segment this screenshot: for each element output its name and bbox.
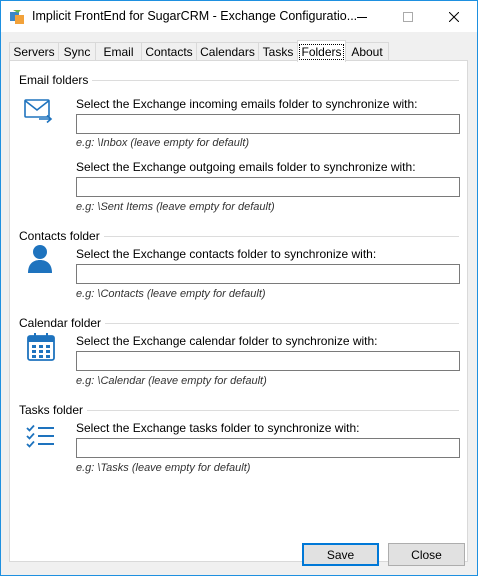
maximize-button[interactable]: [385, 1, 431, 32]
title-bar[interactable]: [1, 1, 477, 32]
tab-email[interactable]: [95, 42, 142, 61]
tab-contacts[interactable]: [141, 42, 197, 61]
group-divider: [90, 80, 459, 81]
folders-panel: [9, 60, 468, 562]
tasks-list-icon: [26, 424, 56, 450]
group-divider: [96, 323, 459, 324]
tab-folders[interactable]: [297, 40, 346, 62]
minimize-icon: [357, 12, 367, 22]
maximize-icon: [403, 12, 413, 22]
calendar-hint: e.g: \Calendar (leave empty for default): [76, 375, 267, 387]
close-window-button[interactable]: [431, 1, 477, 32]
calendar-icon: [26, 332, 56, 362]
minimize-button[interactable]: [339, 1, 385, 32]
tab-label: Tasks: [262, 45, 294, 59]
window-title: Implicit FrontEnd for SugarCRM - Exchange Configuratio...: [32, 9, 358, 23]
tasks-hint: e.g: \Tasks (leave empty for default): [76, 462, 251, 474]
tasks-prompt: Select the Exchange tasks folder to synchronize with:: [76, 421, 360, 435]
tab-label: Sync: [63, 45, 91, 59]
calendar-prompt: Select the Exchange calendar folder to synchronize with:: [76, 334, 378, 348]
group-divider: [84, 410, 459, 411]
tab-label: Servers: [13, 45, 55, 59]
incoming-emails-prompt: Select the Exchange incoming emails folder to synchronize with:: [76, 97, 418, 111]
close-button[interactable]: Close: [388, 543, 465, 566]
incoming-emails-hint: e.g: \Inbox (leave empty for default): [76, 137, 250, 149]
calendar-folder-input[interactable]: [76, 351, 460, 371]
tab-label: Folders: [301, 44, 342, 59]
tab-sync[interactable]: [58, 42, 96, 61]
incoming-emails-folder-input[interactable]: [76, 114, 460, 134]
tab-about[interactable]: [345, 42, 389, 61]
contacts-hint: e.g: \Contacts (leave empty for default): [76, 288, 266, 300]
contacts-prompt: Select the Exchange contacts folder to synchronize with:: [76, 247, 377, 261]
tab-calendars[interactable]: [196, 42, 259, 61]
group-title-email: Email folders: [19, 73, 92, 87]
tab-label: About: [351, 45, 383, 59]
save-button[interactable]: Save: [302, 543, 379, 566]
tab-tasks[interactable]: [258, 42, 298, 61]
group-title-contacts: Contacts folder: [19, 229, 104, 243]
close-icon: [449, 12, 459, 22]
outgoing-emails-hint: e.g: \Sent Items (leave empty for default): [76, 201, 275, 213]
tab-label: Contacts: [145, 45, 193, 59]
client-area: [1, 32, 477, 575]
group-title-calendar: Calendar folder: [19, 316, 105, 330]
app-icon: [9, 9, 25, 25]
email-icon: [24, 99, 54, 125]
group-divider: [98, 236, 459, 237]
tab-label: Email: [103, 45, 134, 59]
outgoing-emails-prompt: Select the Exchange outgoing emails folder to synchronize with:: [76, 160, 416, 174]
tab-label: Calendars: [200, 45, 255, 59]
tab-servers[interactable]: [9, 42, 59, 61]
outgoing-emails-folder-input[interactable]: [76, 177, 460, 197]
group-title-tasks: Tasks folder: [19, 403, 87, 417]
contacts-folder-input[interactable]: [76, 264, 460, 284]
contact-person-icon: [27, 244, 53, 274]
tasks-folder-input[interactable]: [76, 438, 460, 458]
